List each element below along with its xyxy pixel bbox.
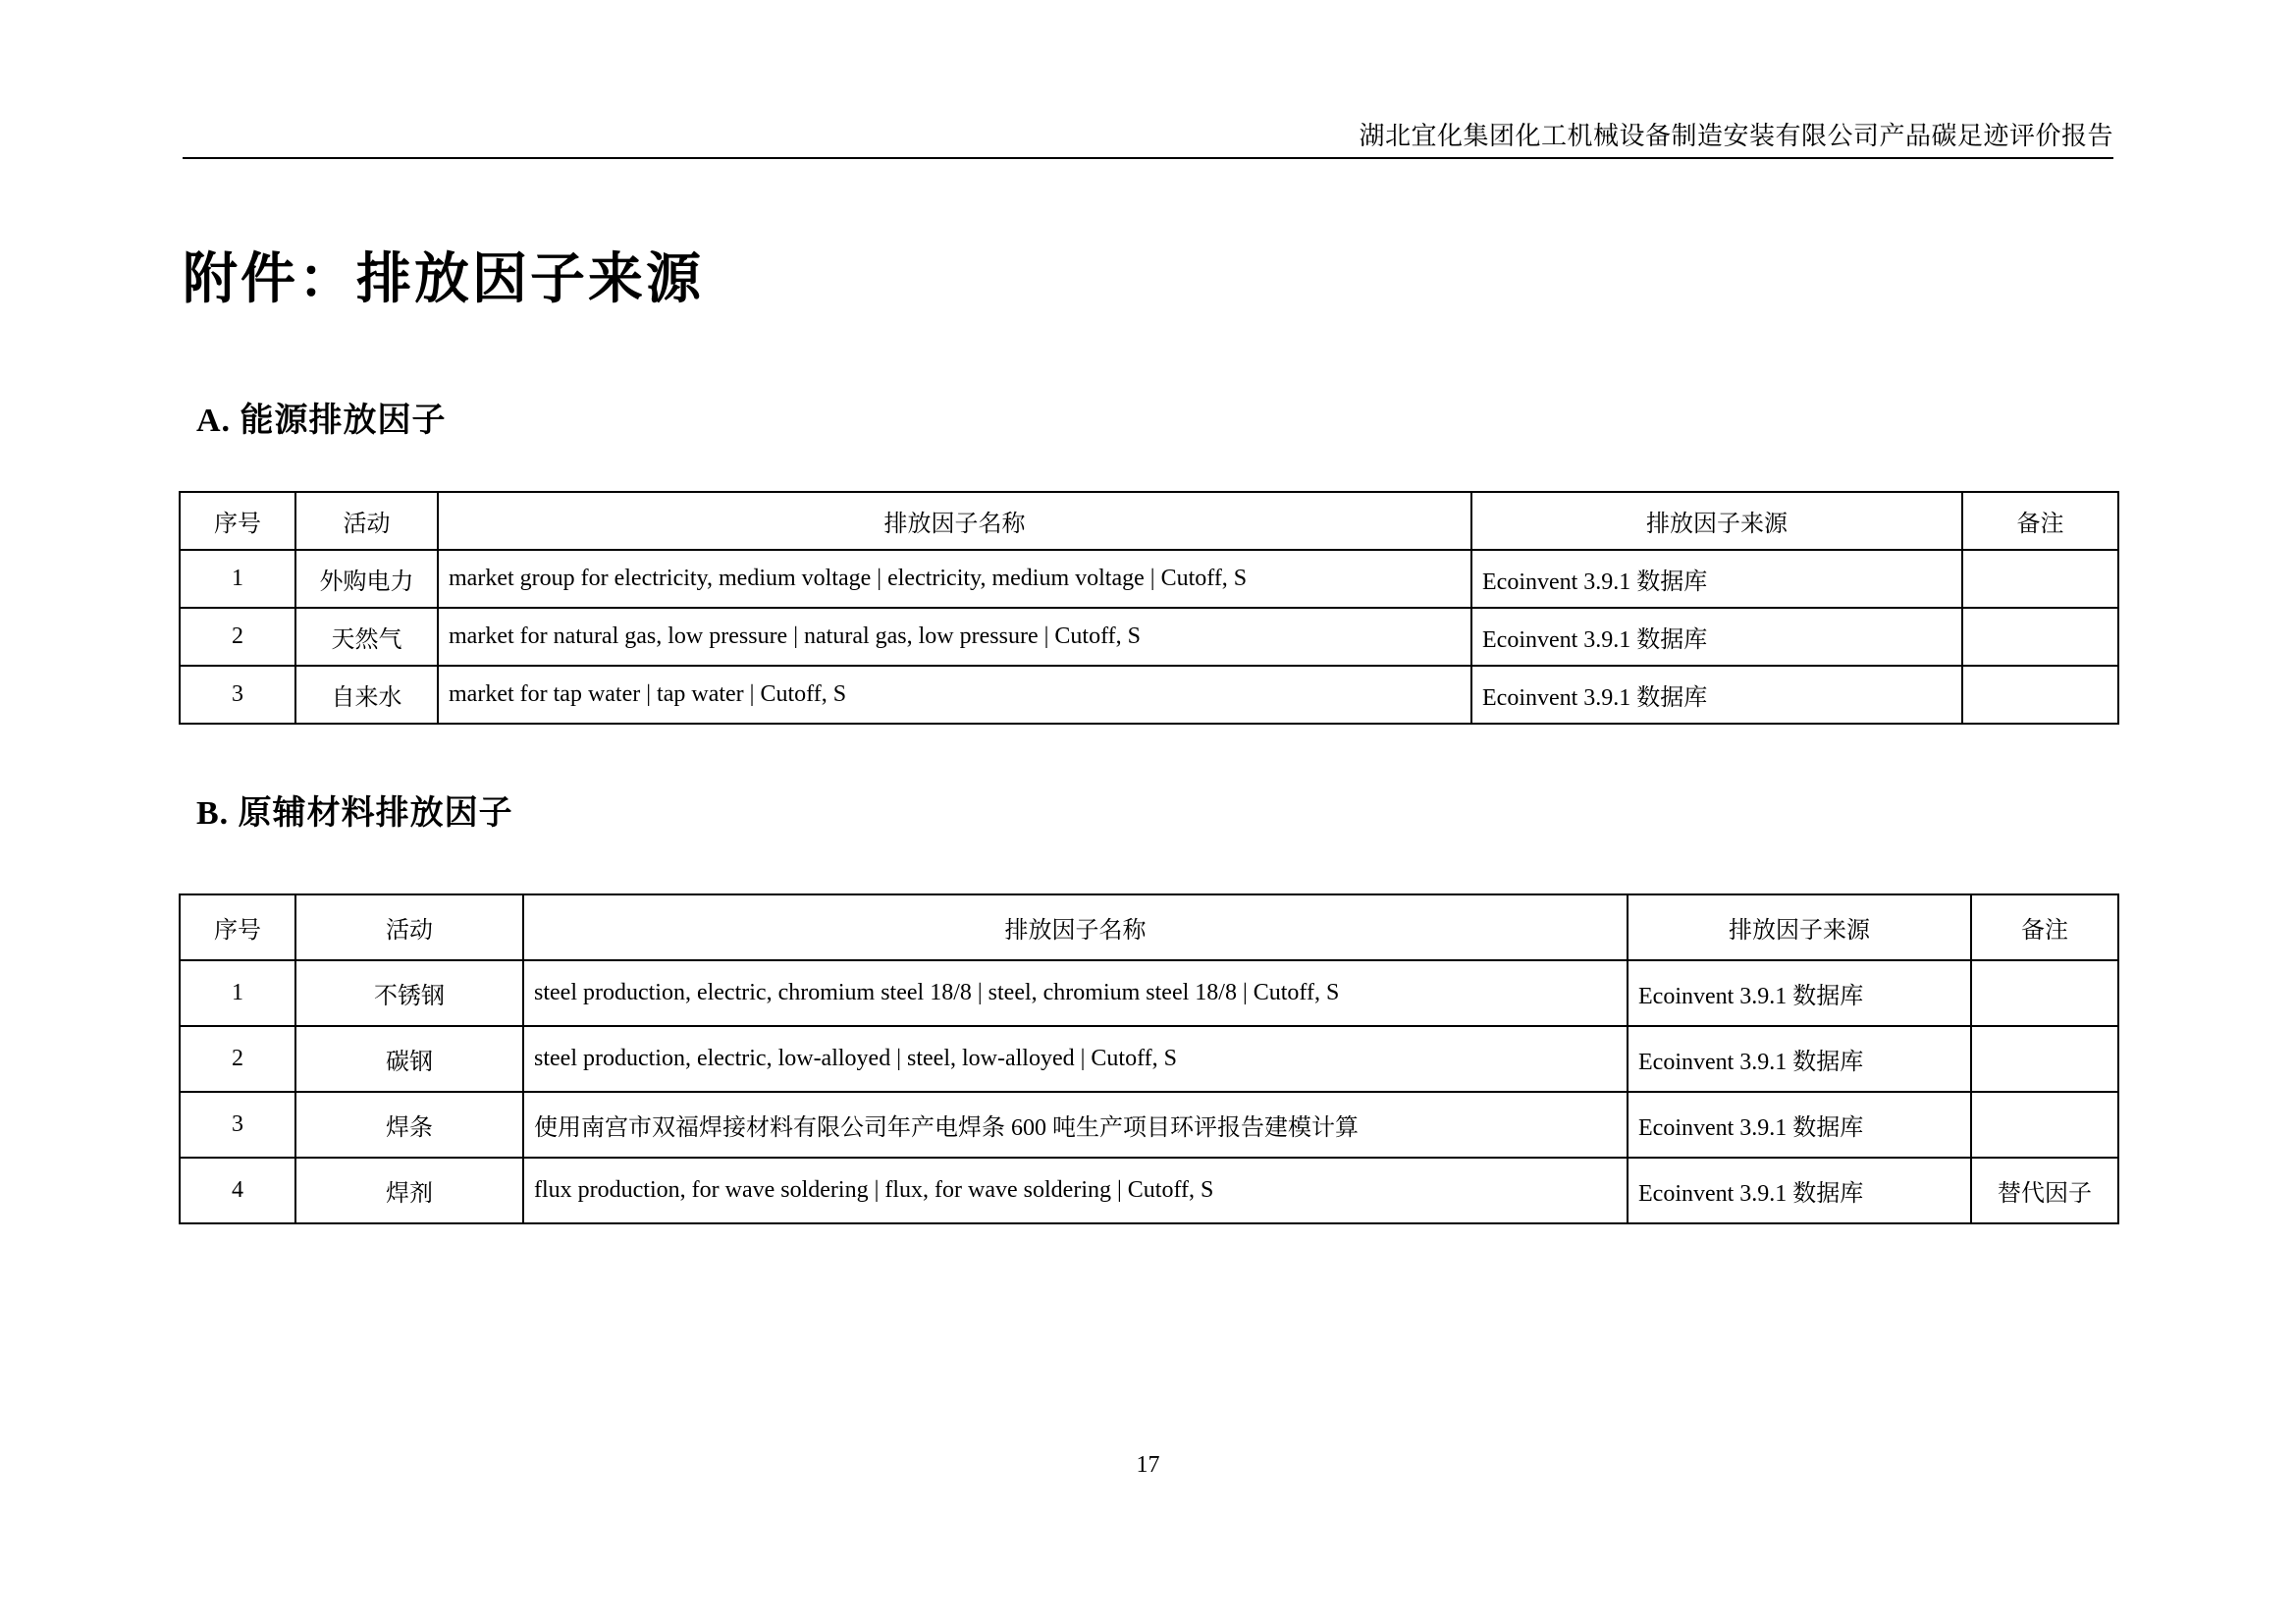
cell-factor-name: steel production, electric, low-alloyed | steel, low-alloyed | Cutoff, S — [523, 1026, 1628, 1092]
cell-remark — [1971, 1026, 2118, 1092]
section-heading-b: B. 原辅材料排放因子 — [196, 795, 513, 832]
table-row — [180, 1026, 2118, 1092]
cell-remark — [1962, 550, 2118, 608]
column-header-factor-name: 排放因子名称 — [523, 894, 1628, 960]
table-row — [180, 1158, 2118, 1223]
cell-activity: 不锈钢 — [295, 960, 523, 1026]
cell-source: Ecoinvent 3.9.1 数据库 — [1471, 550, 1962, 608]
cell-source: Ecoinvent 3.9.1 数据库 — [1628, 1158, 1971, 1223]
cell-activity: 碳钢 — [295, 1026, 523, 1092]
cell-source: Ecoinvent 3.9.1 数据库 — [1628, 1026, 1971, 1092]
cell-remark: 替代因子 — [1971, 1158, 2118, 1223]
cell-source: Ecoinvent 3.9.1 数据库 — [1628, 1092, 1971, 1158]
raw-material-emission-factor-table — [179, 893, 2119, 1224]
table-header-row — [180, 492, 2118, 550]
cell-remark — [1962, 608, 2118, 666]
cell-factor-name: steel production, electric, chromium steel 18/8 | steel, chromium steel 18/8 | Cutoff, S — [523, 960, 1628, 1026]
cell-no: 2 — [180, 608, 295, 666]
table-row — [180, 666, 2118, 724]
cell-source: Ecoinvent 3.9.1 数据库 — [1628, 960, 1971, 1026]
cell-activity: 天然气 — [295, 608, 438, 666]
column-header-remark: 备注 — [1971, 894, 2118, 960]
column-header-activity: 活动 — [295, 492, 438, 550]
column-header-no: 序号 — [180, 492, 295, 550]
column-header-source: 排放因子来源 — [1628, 894, 1971, 960]
cell-factor-name: flux production, for wave soldering | flux, for wave soldering | Cutoff, S — [523, 1158, 1628, 1223]
energy-emission-factor-table — [179, 491, 2119, 725]
column-header-no: 序号 — [180, 894, 295, 960]
column-header-activity: 活动 — [295, 894, 523, 960]
table-header-row — [180, 894, 2118, 960]
cell-no: 3 — [180, 1092, 295, 1158]
page-title: 附件：排放因子来源 — [183, 249, 704, 310]
header-divider — [183, 157, 2113, 159]
cell-no: 1 — [180, 960, 295, 1026]
cell-activity: 自来水 — [295, 666, 438, 724]
cell-source: Ecoinvent 3.9.1 数据库 — [1471, 666, 1962, 724]
running-header: 湖北宜化集团化工机械设备制造安装有限公司产品碳足迹评价报告 — [1359, 122, 2113, 150]
cell-factor-name: market for natural gas, low pressure | natural gas, low pressure | Cutoff, S — [438, 608, 1471, 666]
page-number: 17 — [1136, 1452, 1160, 1478]
cell-remark — [1962, 666, 2118, 724]
table-row — [180, 1092, 2118, 1158]
cell-no: 4 — [180, 1158, 295, 1223]
table-row — [180, 550, 2118, 608]
cell-activity: 外购电力 — [295, 550, 438, 608]
cell-source: Ecoinvent 3.9.1 数据库 — [1471, 608, 1962, 666]
cell-activity: 焊剂 — [295, 1158, 523, 1223]
column-header-source: 排放因子来源 — [1471, 492, 1962, 550]
cell-factor-name: 使用南宫市双福焊接材料有限公司年产电焊条 600 吨生产项目环评报告建模计算 — [523, 1092, 1628, 1158]
cell-no: 1 — [180, 550, 295, 608]
cell-remark — [1971, 1092, 2118, 1158]
column-header-factor-name: 排放因子名称 — [438, 492, 1471, 550]
cell-no: 3 — [180, 666, 295, 724]
table-row — [180, 608, 2118, 666]
cell-factor-name: market for tap water | tap water | Cutoff, S — [438, 666, 1471, 724]
cell-activity: 焊条 — [295, 1092, 523, 1158]
cell-remark — [1971, 960, 2118, 1026]
column-header-remark: 备注 — [1962, 492, 2118, 550]
cell-no: 2 — [180, 1026, 295, 1092]
table-row — [180, 960, 2118, 1026]
section-heading-a: A. 能源排放因子 — [196, 403, 447, 439]
cell-factor-name: market group for electricity, medium voltage | electricity, medium voltage | Cutoff, S — [438, 550, 1471, 608]
